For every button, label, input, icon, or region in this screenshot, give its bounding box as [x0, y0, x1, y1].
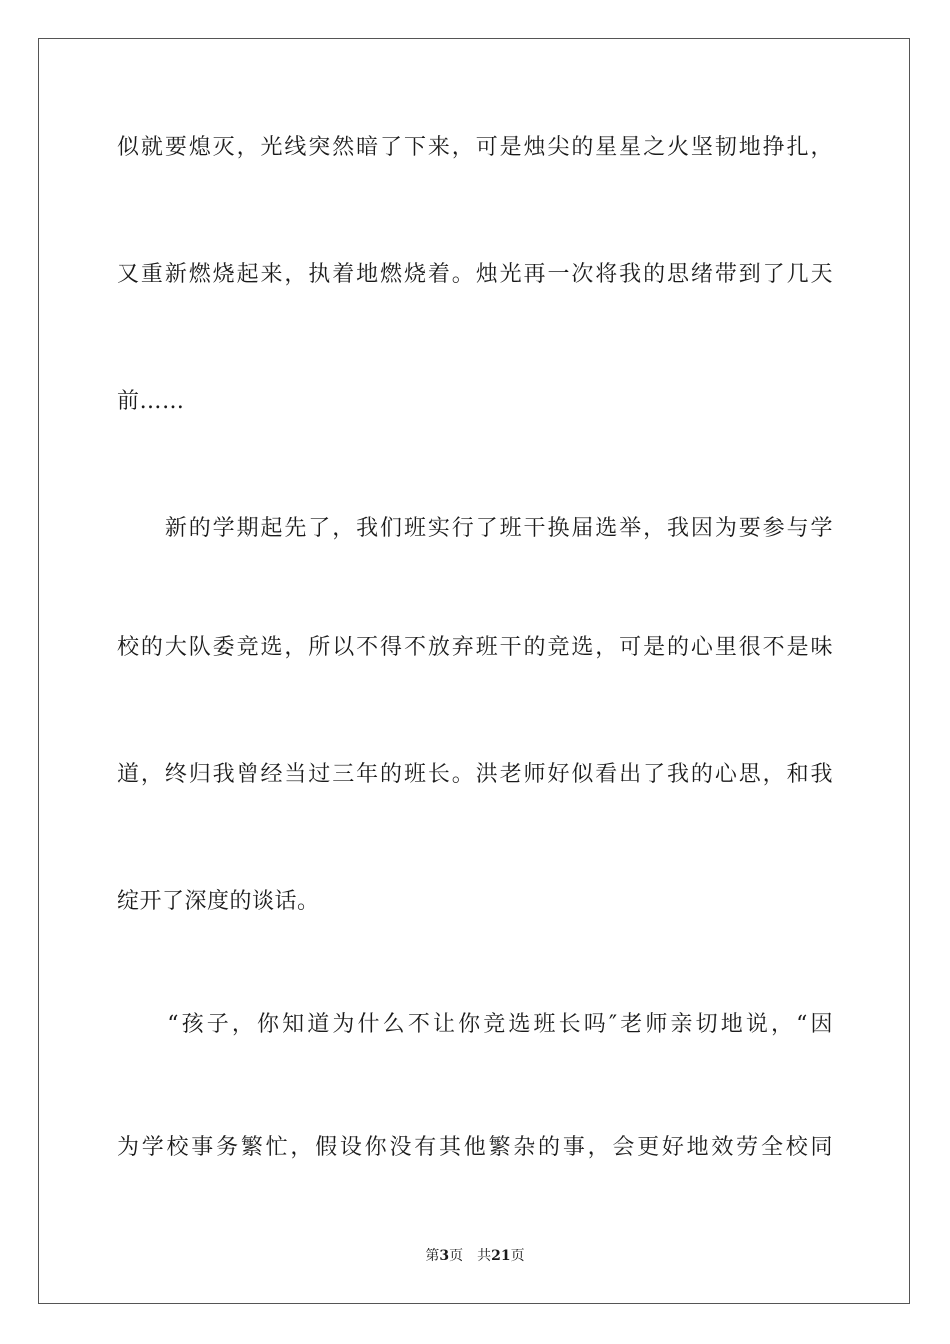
page-suffix: 页 — [449, 1248, 464, 1264]
page-footer — [0, 1246, 950, 1266]
text-line: 前…… — [117, 389, 185, 414]
text-line: 又重新燃烧起来，执着地燃烧着。烛光再一次将我的思绪带到了几天 — [117, 262, 833, 287]
text-line: 校的大队委竞选，所以不得不放弃班干的竞选，可是的心里很不是味 — [117, 635, 833, 660]
total-pages: 21 — [491, 1248, 511, 1264]
page-prefix: 第 — [425, 1248, 440, 1264]
total-prefix: 共 — [477, 1248, 492, 1264]
text-line: 新的学期起先了，我们班实行了班干换届选举，我因为要参与学 — [117, 516, 833, 541]
text-line: 为学校事务繁忙，假设你没有其他繁杂的事，会更好地效劳全校同 — [117, 1135, 833, 1160]
text-line: 道，终归我曾经当过三年的班长。洪老师好似看出了我的心思，和我 — [117, 762, 833, 787]
total-suffix: 页 — [510, 1248, 525, 1264]
text-line: 似就要熄灭，光线突然暗了下来，可是烛尖的星星之火坚韧地挣扎， — [117, 135, 833, 160]
text-line: “孩子，你知道为什么不让你竞选班长吗″老师亲切地说，“因 — [117, 1012, 833, 1037]
page-frame — [38, 38, 910, 1304]
page-number: 3 — [439, 1248, 450, 1264]
text-line: 绽开了深度的谈话。 — [117, 889, 320, 914]
